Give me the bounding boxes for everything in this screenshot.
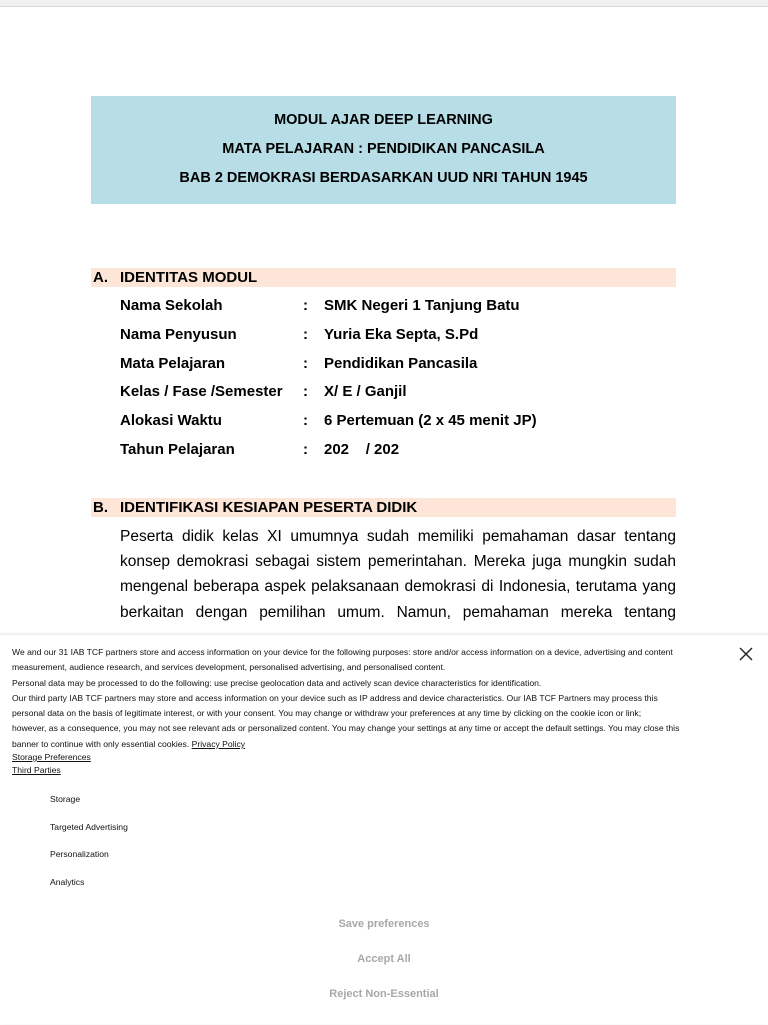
- paragraph-line: mengenal beberapa aspek pelaksanaan demokrasi di Indonesia, terutama yang: [120, 578, 676, 596]
- document-title-line-1: MODUL AJAR DEEP LEARNING: [274, 112, 493, 128]
- consent-text-prefix: banner to continue with only essential cookies.: [12, 738, 192, 749]
- paragraph-line: konsep demokrasi sebagai sistem pemerintahan. Mereka juga mungkin sudah: [120, 553, 676, 571]
- section-b-title: IDENTIFIKASI KESIAPAN PESERTA DIDIK: [120, 499, 418, 516]
- identity-label: Mata Pelajaran: [120, 355, 226, 372]
- consent-text-line: personal data on the basis of legitimate interest, or with your consent. You may change or withdraw your preferences at any time by clicking on the cookie icon or link;: [12, 708, 642, 719]
- identity-label: Kelas / Fase /Semester: [120, 383, 283, 400]
- identity-label: Alokasi Waktu: [120, 412, 222, 429]
- identity-colon: :: [303, 326, 308, 343]
- document-title-line-2: MATA PELAJARAN : PENDIDIKAN PANCASILA: [222, 141, 545, 157]
- paragraph-line: berkaitan dengan pemilihan umum. Namun, pemahaman mereka tentang: [120, 603, 676, 621]
- identity-colon: :: [303, 355, 308, 372]
- identity-colon: :: [303, 441, 308, 458]
- consent-text-last-line: [12, 737, 732, 752]
- cookie-consent-text: [12, 645, 732, 752]
- identity-row-academic-year: [120, 441, 680, 461]
- paragraph-line: Peserta didik kelas XI umumnya sudah memiliki pemahaman dasar tentang: [120, 528, 676, 545]
- consent-text-line: however, as a consequence, you may not see relevant ads or personalized content. You may change your settings at any time or accept the default settings. You may close this: [12, 723, 680, 734]
- section-b-letter: B.: [93, 499, 108, 516]
- identity-value: Yuria Eka Septa, S.Pd: [324, 326, 479, 343]
- identity-row-time-allocation: [120, 412, 680, 432]
- third-parties-link[interactable]: Third Parties: [12, 765, 61, 775]
- identity-value: X/ E / Ganjil: [324, 383, 407, 400]
- consent-text-line: Our third party IAB TCF partners may store and access information on your device such as IP address and device characteristics. Our IAB TCF Partners may process this: [12, 692, 658, 703]
- purpose-analytics[interactable]: Analytics: [50, 877, 85, 887]
- identity-label: Nama Penyusun: [120, 326, 237, 343]
- identity-row-class: [120, 383, 680, 403]
- readiness-paragraph: [120, 524, 676, 625]
- consent-text-line: We and our 31 IAB TCF partners store and access information on your device for the following purposes: store and/or access information on a device, advertising and content: [12, 647, 673, 657]
- privacy-policy-link[interactable]: Privacy Policy: [191, 738, 246, 749]
- section-a-letter: A.: [93, 269, 108, 286]
- identity-row-school: [120, 297, 680, 317]
- document-title-box: [91, 96, 676, 204]
- identity-colon: :: [303, 297, 308, 314]
- section-a-heading: [91, 268, 676, 287]
- section-a-title: IDENTITAS MODUL: [120, 269, 258, 286]
- purpose-personalization[interactable]: Personalization: [50, 849, 109, 859]
- storage-preferences-link[interactable]: Storage Preferences: [12, 752, 91, 762]
- reject-non-essential-button[interactable]: Reject Non-Essential: [329, 988, 439, 1000]
- cookie-consent-banner: [0, 635, 768, 1024]
- identity-colon: :: [303, 383, 308, 400]
- close-banner-button[interactable]: [738, 646, 754, 662]
- purpose-storage[interactable]: Storage: [50, 794, 81, 804]
- close-icon: [738, 646, 754, 662]
- section-b-heading: [91, 498, 676, 517]
- purpose-targeted-advertising[interactable]: Targeted Advertising: [50, 822, 128, 832]
- save-preferences-button[interactable]: Save preferences: [338, 918, 430, 930]
- consent-text-line: Personal data may be processed to do the following: use precise geolocation data and actively scan device characteristics for identification.: [12, 677, 542, 688]
- identity-value: SMK Negeri 1 Tanjung Batu: [324, 297, 520, 314]
- identity-label: Tahun Pelajaran: [120, 441, 235, 458]
- consent-text-line: measurement, audience research, and services development, personalised advertising, and personalised content.: [12, 662, 446, 673]
- accept-all-button[interactable]: Accept All: [357, 953, 411, 965]
- identity-colon: :: [303, 412, 308, 429]
- identity-value: 6 Pertemuan (2 x 45 menit JP): [324, 412, 537, 429]
- identity-value: 202 / 202: [324, 441, 400, 458]
- identity-row-subject: [120, 355, 680, 375]
- identity-label: Nama Sekolah: [120, 297, 223, 314]
- identity-value: Pendidikan Pancasila: [324, 355, 478, 372]
- document-title-line-3: BAB 2 DEMOKRASI BERDASARKAN UUD NRI TAHUN 1945: [179, 170, 588, 186]
- identity-row-author: [120, 326, 680, 346]
